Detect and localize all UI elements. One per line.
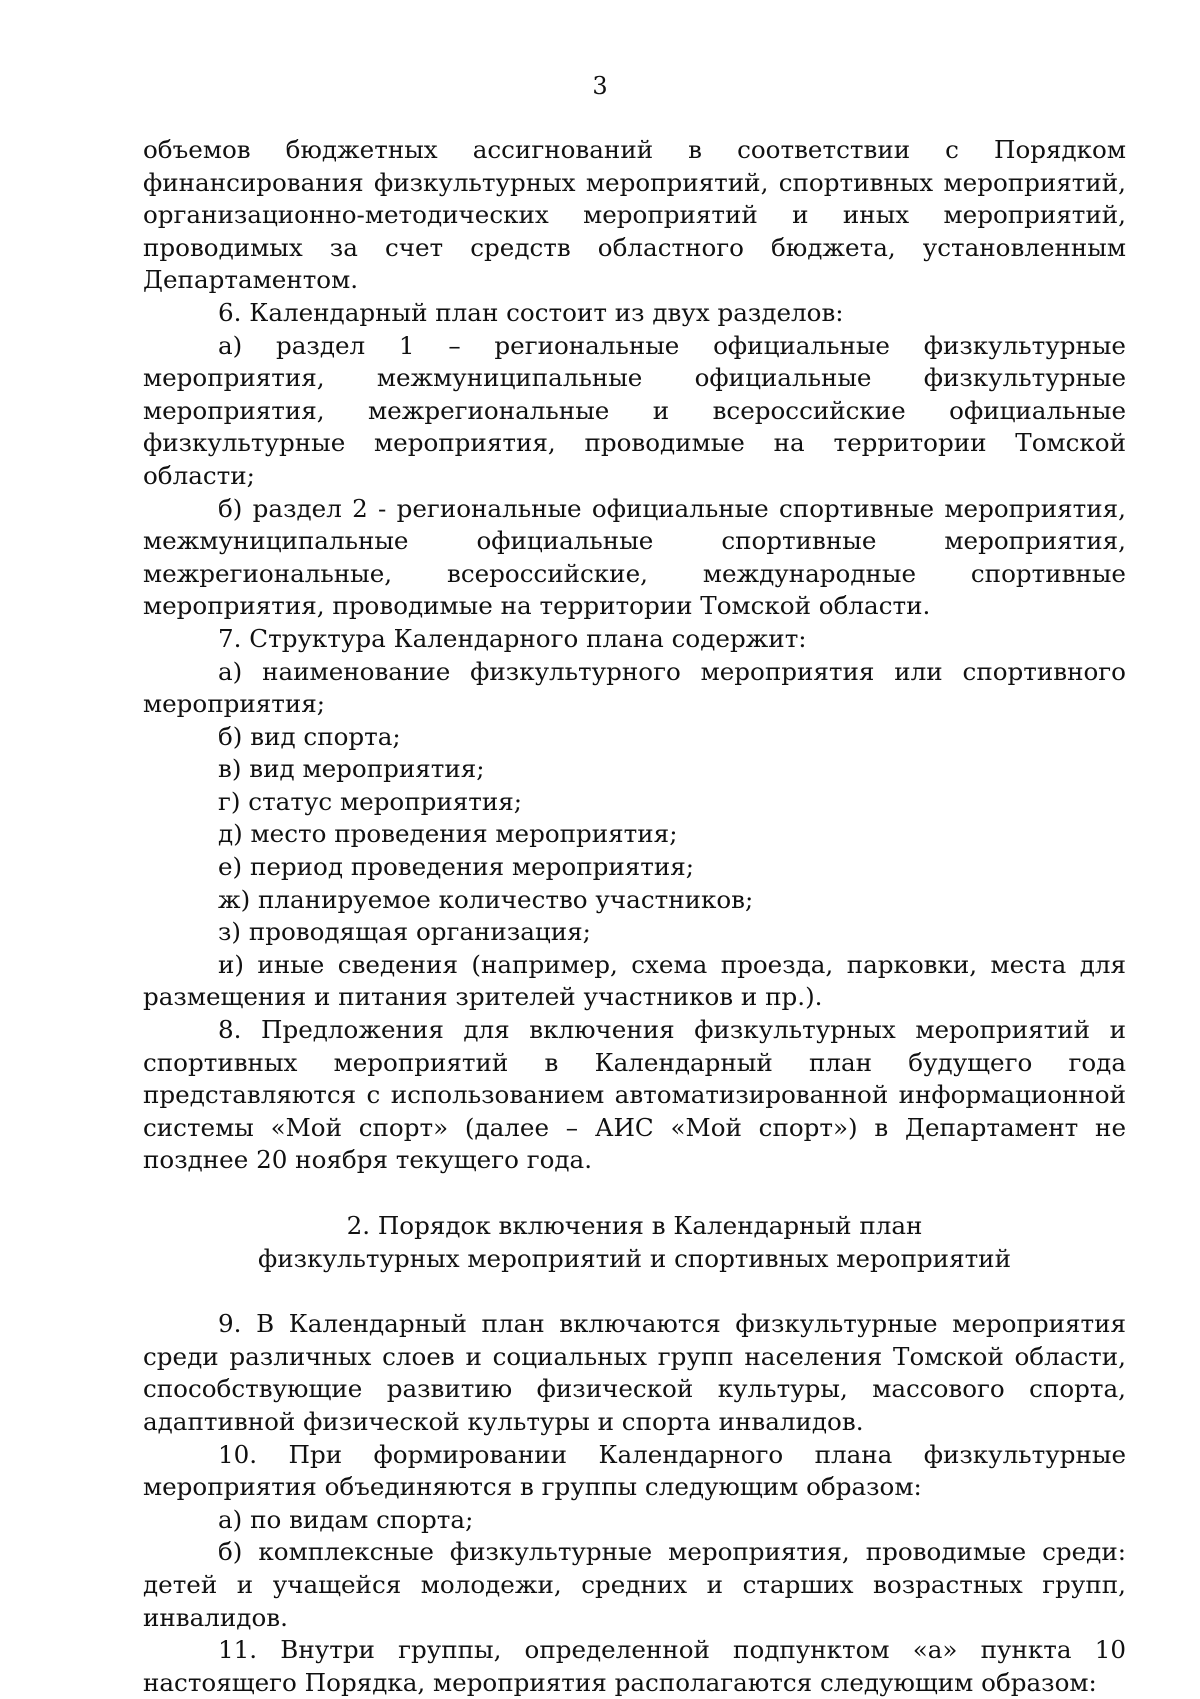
paragraph: объемов бюджетных ассигнований в соответствии с Порядком финансирования физкультурных мероприятий, спортивных мероприятий, организационно-методических мероприятий и иных мероприятий, проводимых за счет средств областного бюджета, установленным Департаментом. [143, 135, 1126, 295]
section-heading [143, 1210, 1126, 1275]
paragraph: а) наименование физкультурного мероприятия или спортивного мероприятия; [143, 656, 1126, 719]
paragraph: е) период проведения мероприятия; [218, 852, 695, 882]
paragraph: 8. Предложения для включения физкультурных мероприятий и спортивных мероприятий в Календарный план будущего года представляются с использованием автоматизированной информационной системы «Мой спорт» (далее – АИС «Мой спорт») в Департамент не позднее 20 ноября текущего года. [143, 1015, 1126, 1175]
paragraph: 10. При формировании Календарного плана физкультурные мероприятия объединяются в группы следующим образом: [143, 1439, 1126, 1502]
paragraph: и) иные сведения (например, схема проезда, парковки, места для размещения и питания зрителей участников и пр.). [143, 949, 1126, 1012]
paragraph: б) раздел 2 - региональные официальные спортивные мероприятия, межмуниципальные официальные спортивные мероприятия, межрегиональные, всероссийские, международные спортивные мероприятия, проводимые на территории Томской области. [143, 493, 1126, 621]
paragraph: г) статус мероприятия; [218, 786, 523, 816]
paragraph: 9. В Календарный план включаются физкультурные мероприятия среди различных слоев и социальных групп населения Томской области, способствующие развитию физической культуры, массового спорта, адаптивной физической культуры и спорта инвалидов. [143, 1309, 1126, 1436]
page-number: 3 [592, 72, 608, 100]
paragraph: в) вид мероприятия; [218, 754, 485, 784]
paragraphs-after-heading [143, 1308, 1126, 1699]
document-body [143, 134, 1126, 1699]
paragraph: з) проводящая организация; [218, 917, 591, 947]
paragraph: д) место проведения мероприятия; [218, 819, 678, 849]
paragraph: а) по видам спорта; [218, 1504, 474, 1534]
paragraphs-before-heading [143, 134, 1126, 1177]
paragraph: 6. Календарный план состоит из двух разделов: [218, 297, 844, 327]
paragraph: б) вид спорта; [218, 721, 401, 751]
paragraph: ж) планируемое количество участников; [218, 884, 754, 914]
paragraph: б) комплексные физкультурные мероприятия, проводимые среди: детей и учащейся молодежи, средних и старших возрастных групп, инвалидов. [143, 1537, 1126, 1632]
paragraph: 7. Структура Календарного плана содержит: [218, 623, 807, 653]
section-heading-line-1: 2. Порядок включения в Календарный план [346, 1211, 923, 1240]
paragraph: а) раздел 1 – региональные официальные физкультурные мероприятия, межмуниципальные официальные физкультурные мероприятия, межрегиональные и всероссийские официальные физкультурные мероприятия, проводимые на территории Томской области; [143, 330, 1126, 490]
paragraph: 11. Внутри группы, определенной подпунктом «а» пункта 10 настоящего Порядка, мероприятия располагаются следующим образом: [143, 1635, 1126, 1697]
section-heading-line-2: физкультурных мероприятий и спортивных мероприятий [258, 1243, 1011, 1273]
